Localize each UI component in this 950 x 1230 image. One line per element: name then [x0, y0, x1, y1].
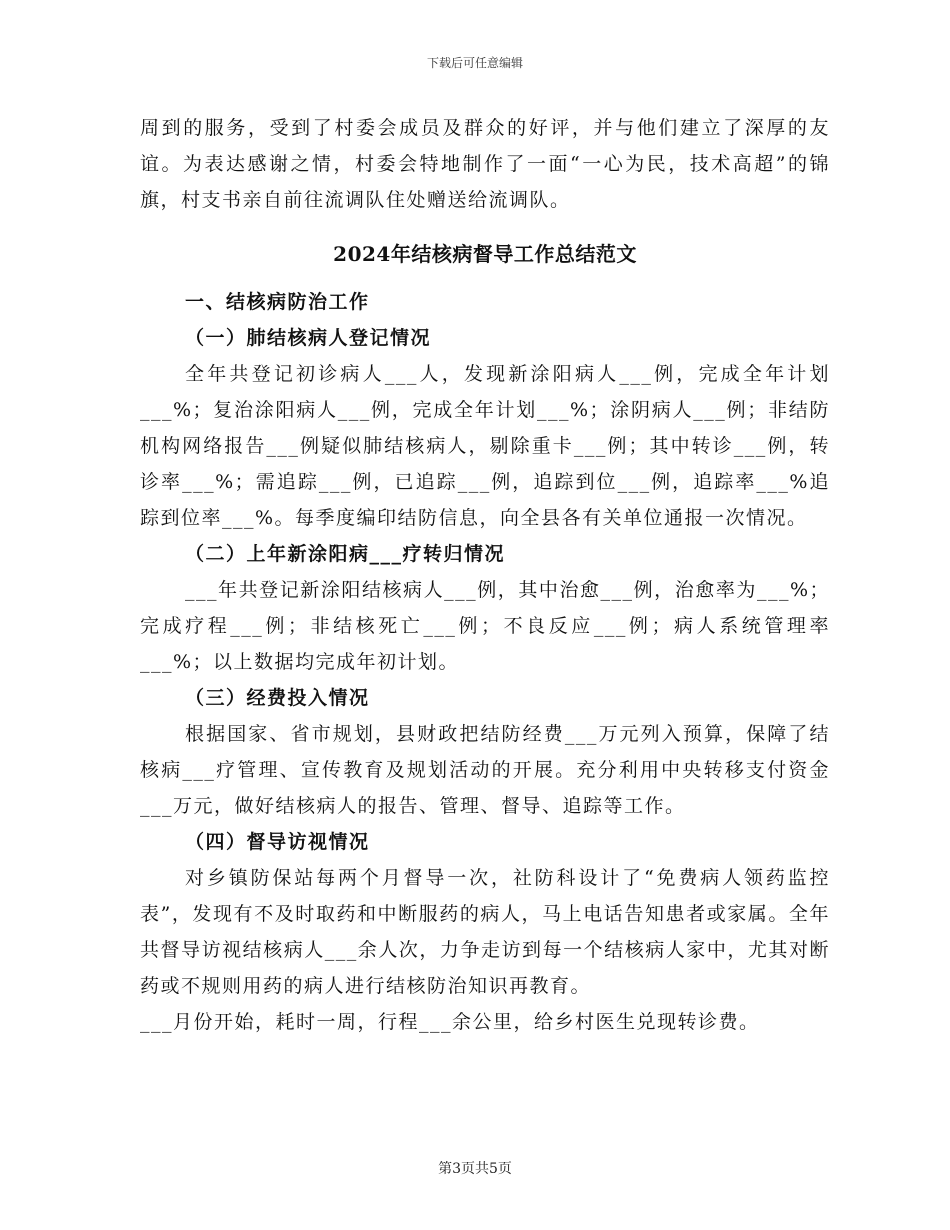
subsection-paragraph-4b: ___月份开始，耗时一周，行程___余公里，给乡村医生兑现转诊费。: [140, 1011, 760, 1033]
subsection-heading-2: （二）上年新涂阳病___疗转归情况: [185, 543, 506, 565]
subsection-heading-1: （一）肺结核病人登记情况: [185, 327, 432, 349]
document-title: 2024年结核病督导工作总结范文: [333, 242, 637, 266]
subsection-heading-3: （三）经费投入情况: [185, 687, 370, 709]
subsection-paragraph-2: ___年共登记新涂阳结核病人___例，其中治愈___例，治愈率为___%；完成疗程___例；非结核死亡___例；不良反应___例；病人系统管理率___%；以上数据均完成年初计划。: [140, 579, 830, 673]
subsection-heading-4: （四）督导访视情况: [185, 831, 370, 853]
section-heading-1: 一、结核病防治工作: [185, 291, 370, 313]
document-body: [140, 110, 830, 1040]
subsection-paragraph-3: 根据国家、省市规划，县财政把结防经费___万元列入预算，保障了结核病___疗管理、宣传教育及规划活动的开展。充分利用中央转移支付资金___万元，做好结核病人的报告、管理、督导、追踪等工作。: [140, 723, 830, 817]
page-number: 第3页共5页: [438, 1161, 512, 1177]
intro-paragraph: 周到的服务，受到了村委会成员及群众的好评，并与他们建立了深厚的友谊。为表达感谢之情，村委会特地制作了一面“一心为民，技术高超”的锦旗，村支书亲自前往流调队住处赠送给流调队。: [140, 117, 830, 211]
header-note: 下载后可任意编辑: [426, 56, 523, 70]
subsection-paragraph-4a: 对乡镇防保站每两个月督导一次，社防科设计了“免费病人领药监控表”，发现有不及时取药和中断服药的病人，马上电话告知患者或家属。全年共督导访视结核病人___余人次，力争走访到每一个结核病人家中，尤其对断药或不规则用药的病人进行结核防治知识再教育。: [140, 867, 830, 997]
subsection-paragraph-1: 全年共登记初诊病人___人，发现新涂阳病人___例，完成全年计划___%；复治涂阳病人___例，完成全年计划___%；涂阴病人___例；非结防机构网络报告___例疑似肺结核病人，剔除重卡___例；其中转诊___例，转诊率___%；需追踪___例，已追踪___例，追踪到位___例，追踪率___%追踪到位率___%。每季度编印结防信息，向全县各有关单位通报一次情况。: [140, 363, 830, 529]
